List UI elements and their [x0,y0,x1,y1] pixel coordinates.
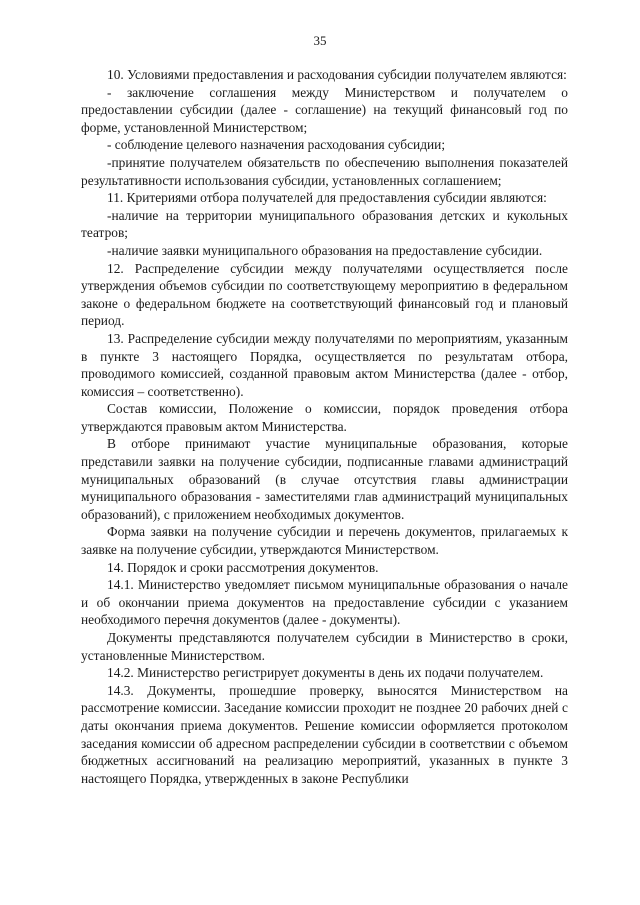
document-body [81,66,568,787]
paragraph-14-2: 14.2. Министерство регистрирует документы в день их подачи получателем. [107,665,544,681]
paragraph-14-1-deadlines: Документы представляются получателем субсидии в Министерство в сроки, установленные Министерством. [81,630,568,663]
paragraph-13-commission: Состав комиссии, Положение о комиссии, порядок проведения отбора утверждаются правовым актом Министерства. [81,401,568,434]
paragraph-11-item-application: -наличие заявки муниципального образования на предоставление субсидии. [107,242,543,258]
paragraph-10-item-agreement: - заключение соглашения между Министерством и получателем о предоставлении субсидии (далее - соглашение) на текущий финансовый год по форме, установленной Министерством; [81,84,568,135]
paragraph-13-application-form: Форма заявки на получение субсидии и перечень документов, прилагаемых к заявке на получение субсидии, утверждаются Министерством. [81,524,568,558]
page-number: 35 [313,33,327,48]
paragraph-14: 14. Порядок и сроки рассмотрения документов. [107,559,379,575]
paragraph-11-item-theatres: -наличие на территории муниципального образования детских и кукольных театров; [81,207,568,241]
paragraph-13-participants: В отборе принимают участие муниципальные образования, которые представили заявки на получение субсидии, подписанные главами администраций муниципальных образований (в случае отсутствия главы администрации муниципального образования - заместителями глав администраций муниципальных образований), с приложением необходимых документов. [81,436,568,522]
paragraph-14-1: 14.1. Министерство уведомляет письмом муниципальные образования о начале и об окончании приема документов на предоставление субсидии с указанием необходимого перечня документов (далее - документы). [81,577,568,628]
paragraph-12: 12. Распределение субсидии между получателями осуществляется после утверждения объемов субсидии по соответствующему мероприятию в федеральном законе о федеральном бюджете на соответствующий финансовый год и плановый период. [81,260,568,329]
paragraph-10-item-target-use: - соблюдение целевого назначения расходования субсидии; [107,137,446,153]
paragraph-10-item-obligations: -принятие получателем обязательств по обеспечению выполнения показателей результативности использования субсидии, установленных соглашением; [81,154,568,188]
paragraph-14-3: 14.3. Документы, прошедшие проверку, выносятся Министерством на рассмотрение комиссии. Заседание комиссии проходит не позднее 20 рабочих дней с даты окончания приема документов. Решение комиссии оформляется протоколом заседания комиссии об адресном распределении субсидии в соответствии с объемом бюджетных ассигнований на реализацию мероприятий, указанных в пункте 3 настоящего Порядка, утвержденных в законе Республики [81,682,568,786]
paragraph-11: 11. Критериями отбора получателей для предоставления субсидии являются: [107,190,547,206]
paragraph-13: 13. Распределение субсидии между получателями по мероприятиям, указанным в пункте 3 настоящего Порядка, осуществляется по результатам отбора, проводимого комиссией, созданной правовым актом Министерства (далее - отбор, комиссия – соответственно). [81,330,568,399]
paragraph-10: 10. Условиями предоставления и расходования субсидии получателем являются: [107,67,567,82]
